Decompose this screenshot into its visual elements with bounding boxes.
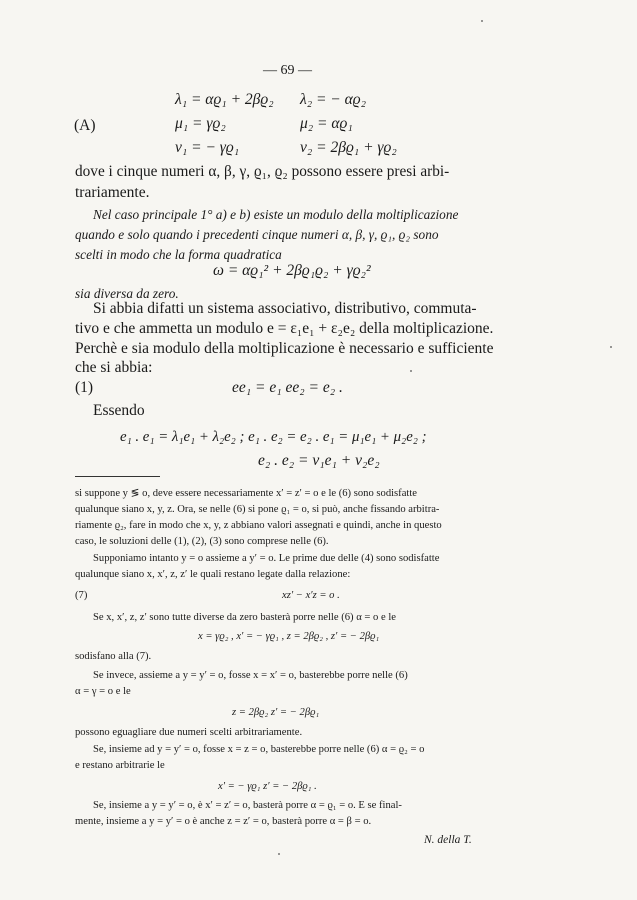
equation-10: x′ = − γϱ₁ z′ = − 2βϱ₁ . xyxy=(218,781,317,792)
theorem-line3: scelti in modo che la forma quadratica xyxy=(75,247,282,262)
footnote-line5: Supponiamo intanto y = o assieme a y′ = o. Le prime due delle (4) sono sodisfatte xyxy=(93,553,440,564)
theorem-line4: sia diversa da zero. xyxy=(75,286,179,301)
footnote-line8: sodisfano alla (7). xyxy=(75,651,152,662)
equation-7-label: (7) xyxy=(75,590,88,601)
footnote-line2: qualunque siano x, y, z. Ora, se nelle (6) si pone ϱ₁ = o, si può, anche fissando arbitra- xyxy=(75,504,440,515)
equation-2-row2: e₂ . e₂ = ν₁e₁ + ν₂e₂ xyxy=(258,452,380,469)
text-dove-line1: dove i cinque numeri α, β, γ, ϱ₁, ϱ₂ possono essere presi arbi- xyxy=(75,163,450,180)
equation-7: xz′ − x′z = o . xyxy=(282,590,340,601)
system-row2-right: μ₂ = αϱ₁ xyxy=(300,115,353,132)
footnote-line3: riamente ϱ₂, fare in modo che x, y, z abbiano valori assegnati e quindi, anche in questo xyxy=(75,520,442,531)
system-label: (A) xyxy=(74,117,96,134)
footnote-rule xyxy=(75,476,160,477)
system-row2-left: μ₁ = γϱ₂ xyxy=(175,115,226,132)
page-number: — 69 — xyxy=(263,63,312,78)
footnote-line14: Se, insieme a y = y′ = o, è x′ = z′ = o, basterà porre α = ϱ₁ = o. E se final- xyxy=(93,800,402,811)
footnote-line7: Se x, x′, z, z′ sono tutte diverse da zero basterà porre nelle (6) α = o e le xyxy=(93,612,396,623)
proof-line3: Perchè e sia modulo della moltiplicazione è necessario e sufficiente xyxy=(75,340,494,357)
proof-line4: che si abbia: xyxy=(75,359,153,376)
system-row3-left: ν₁ = − γϱ₁ xyxy=(175,139,240,156)
scan-speck xyxy=(410,370,412,372)
footnote-line10: α = γ = o e le xyxy=(75,686,131,697)
proof-line1: Si abbia difatti un sistema associativo, distributivo, commuta- xyxy=(93,300,477,317)
equation-2-row1: e₁ . e₁ = λ₁e₁ + λ₂e₂ ; e₁ . e₂ = e₂ . e₁ = μ₁e₁ + μ₂e₂ ; xyxy=(120,429,427,445)
footnote-line1: si suppone y ≶ o, deve essere necessariamente x′ = z′ = o e le (6) sono sodisfatte xyxy=(75,488,417,499)
footnote-line6: qualunque siano x, x′, z, z′ le quali restano legate dalla relazione: xyxy=(75,569,351,580)
signature: N. della T. xyxy=(424,834,472,846)
proof-line2: tivo e che ammetta un modulo e = ε₁e₁ + ε₂e₂ della moltiplicazione. xyxy=(75,320,494,337)
equation-8: x = γϱ₂ , x′ = − γϱ₁ , z = 2βϱ₂ , z′ = − 2βϱ₁ xyxy=(198,631,380,642)
system-row1-right: λ₂ = − αϱ₂ xyxy=(300,91,367,108)
equation-9: z = 2βϱ₂ z′ = − 2βϱ₁ xyxy=(232,707,320,718)
equation-1: ee₁ = e₁ ee₂ = e₂ . xyxy=(232,379,343,396)
theorem-line1: Nel caso principale 1° a) e b) esiste un modulo della moltiplicazione xyxy=(93,207,459,222)
footnote-line4: caso, le soluzioni delle (1), (2), (3) sono comprese nelle (6). xyxy=(75,536,329,547)
scan-speck xyxy=(481,20,483,22)
scan-speck xyxy=(278,853,280,855)
system-row1-left: λ₁ = αϱ₁ + 2βϱ₂ xyxy=(175,91,274,108)
text-dove-line2: trariamente. xyxy=(75,184,150,201)
footnote-line12: Se, insieme ad y = y′ = o, fosse x = z = o, basterebbe porre nelle (6) α = ϱ₂ = o xyxy=(93,744,425,755)
footnote-line15: mente, insieme a y = y′ = o è anche z = z′ = o, basterà porre α = β = o. xyxy=(75,816,372,827)
footnote-line11: possono eguagliare due numeri scelti arbitrariamente. xyxy=(75,727,303,738)
scan-speck xyxy=(610,346,612,348)
footnote-line9: Se invece, assieme a y = y′ = o, fosse x = x′ = o, basterebbe porre nelle (6) xyxy=(93,670,408,681)
footnote-line13: e restano arbitrarie le xyxy=(75,760,165,771)
system-row3-right: ν₂ = 2βϱ₁ + γϱ₂ xyxy=(300,139,397,156)
essendo: Essendo xyxy=(93,402,145,419)
equation-1-label: (1) xyxy=(75,379,94,396)
quadratic-form: ω = αϱ₁² + 2βϱ₁ϱ₂ + γϱ₂² xyxy=(213,262,371,279)
theorem-line2: quando e solo quando i precedenti cinque numeri α, β, γ, ϱ₁, ϱ₂ sono xyxy=(75,227,439,242)
